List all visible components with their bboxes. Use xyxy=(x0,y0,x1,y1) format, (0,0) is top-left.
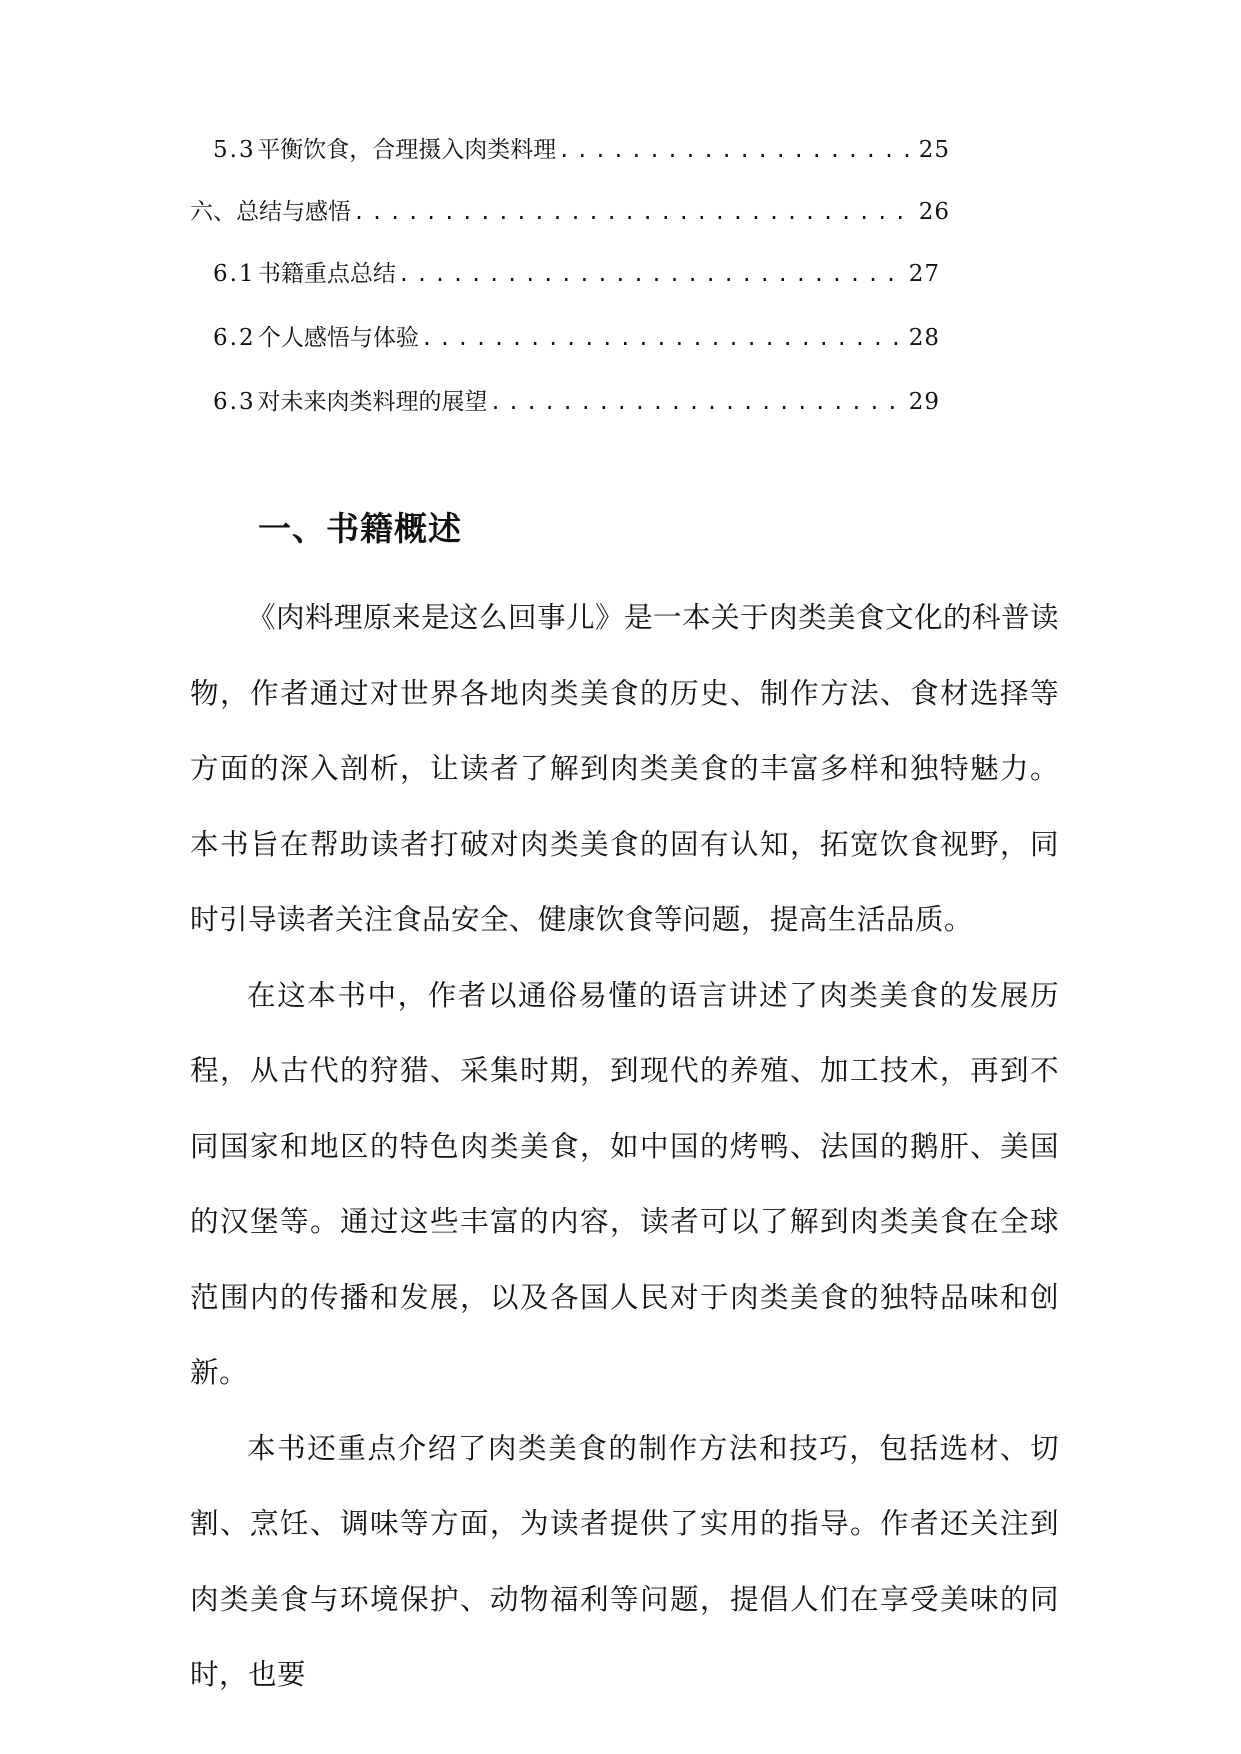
toc-entry-page: 26 xyxy=(918,199,950,225)
paragraph: 在这本书中，作者以通俗易懂的语言讲述了肉类美食的发展历程，从古代的狩猎、采集时期，到现代的养殖、加工技术，再到不同国家和地区的特色肉类美食，如中国的烤鸭、法国的鹅肝、美国的汉堡等。通过这些丰富的内容，读者可以了解到肉类美食在全球范围内的传播和发展，以及各国人民对于肉类美食的独特品味和创新。 xyxy=(190,977,1059,1389)
toc-entry-number: 6.2 xyxy=(213,325,256,351)
toc-entry-page: 27 xyxy=(908,261,940,287)
toc-entry-title: 个人感悟与体验 xyxy=(257,325,419,351)
toc-leader-dots xyxy=(556,130,916,170)
toc-entry-title: 平衡饮食，合理摄入肉类料理 xyxy=(257,137,557,163)
toc-entry-number: 6.3 xyxy=(213,389,256,415)
toc-entry-6-3[interactable] xyxy=(213,382,940,422)
toc-entry-chapter-6[interactable] xyxy=(190,192,950,232)
section-heading: 一、书籍概述 xyxy=(258,509,462,548)
toc-entry-number: 5.3 xyxy=(213,137,256,163)
toc-entry-6-2[interactable] xyxy=(213,318,940,358)
body-text xyxy=(190,580,1059,1713)
paragraph: 本书还重点介绍了肉类美食的制作方法和技巧，包括选材、切割、烹饪、调味等方面，为读者提供了实用的指导。作者还关注到肉类美食与环境保护、动物福利等问题，提倡人们在享受美味的同时，也要 xyxy=(190,1430,1059,1691)
toc-entry-number: 6.1 xyxy=(213,261,256,287)
paragraph: 《肉料理原来是这么回事儿》是一本关于肉类美食文化的科普读物，作者通过对世界各地肉类美食的历史、制作方法、食材选择等方面的深入剖析，让读者了解到肉类美食的丰富多样和独特魅力。本书旨在帮助读者打破对肉类美食的固有认知，拓宽饮食视野，同时引导读者关注食品安全、健康饮食等问题，提高生活品质。 xyxy=(190,600,1059,936)
toc-entry-number: 六、 xyxy=(190,199,236,225)
toc-leader-dots xyxy=(396,254,907,294)
toc-leader-dots xyxy=(351,192,917,232)
toc-entry-5-3[interactable] xyxy=(213,130,950,170)
toc-entry-6-1[interactable] xyxy=(213,254,940,294)
toc-entry-page: 25 xyxy=(918,137,950,163)
toc-entry-title: 对未来肉类料理的展望 xyxy=(257,389,488,415)
toc-entry-title: 总结与感悟 xyxy=(236,199,351,225)
toc-entry-page: 29 xyxy=(908,389,940,415)
toc-entry-page: 28 xyxy=(908,325,940,351)
toc-entry-title: 书籍重点总结 xyxy=(257,261,396,287)
toc-leader-dots xyxy=(419,318,907,358)
toc-leader-dots xyxy=(488,382,907,422)
